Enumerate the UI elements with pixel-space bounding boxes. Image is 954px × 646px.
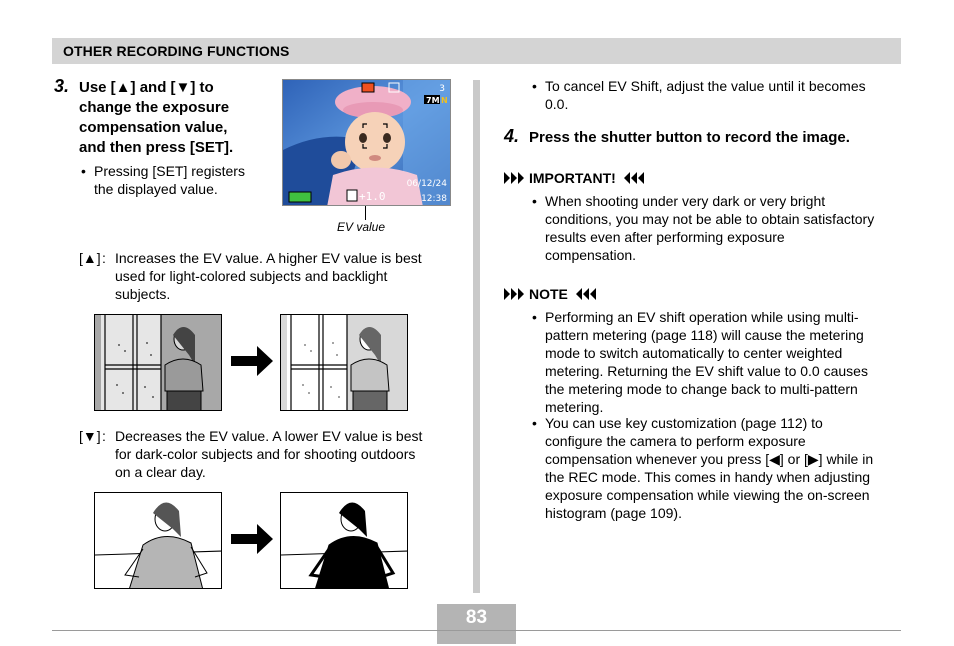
step-3-number: 3. xyxy=(54,76,70,96)
note-bullet-metering: • Performing an EV shift operation while using multi- pattern metering (page 118) will cause the metering mode to switch automatically to center weighted metering. Returning the EV shift value to 0.0 causes the metering mode to change back to multi-pattern metering. xyxy=(532,309,868,415)
illustration-before-darker xyxy=(94,492,222,589)
ev-icon xyxy=(347,190,357,201)
down-key-label: [▼] xyxy=(79,428,101,444)
camera-lcd-photo xyxy=(282,79,451,206)
ev-value-caption: EV value xyxy=(337,220,386,234)
time-display: 12:38 xyxy=(421,194,447,204)
right-arrow-icon xyxy=(231,346,273,376)
baby-photo-image xyxy=(283,80,451,206)
triangles-right-icon xyxy=(504,172,526,184)
section-title: OTHER RECORDING FUNCTIONS xyxy=(63,43,290,59)
up-key-label: [▲] xyxy=(79,250,101,266)
important-bullet: • When shooting under very dark or very bright conditions, you may not be able to obtain satisfactory results even after performing exposure compensation. xyxy=(532,193,875,263)
ev-value-leader-line xyxy=(365,206,366,220)
page-number-box xyxy=(437,604,516,644)
ev-value-display: +1.0 xyxy=(359,190,386,203)
illustration-before-brighter xyxy=(94,314,222,411)
step-4-title: Press the shutter button to record the image. xyxy=(529,129,850,146)
page-number: 83 xyxy=(465,607,488,628)
right-arrow-icon xyxy=(231,524,273,554)
section-header xyxy=(52,38,901,64)
note-heading: NOTE xyxy=(504,286,596,302)
note-bullet-key-customization: • You can use key customization (page 112) to configure the camera to perform exposure compensation whenever you press [◀] or [▶] while in the REC mode. This comes in handy when adjusting exposure compensation while viewing the on-screen histogram (page 109). xyxy=(532,415,874,521)
step-3-title: Use [▲] and [▼] to change the exposure compensation value, and then press [SET]. xyxy=(79,79,234,156)
step-3-bullet: • Pressing [SET] registers the displayed value. xyxy=(81,163,245,197)
cancel-ev-bullet: • To cancel EV Shift, adjust the value until it becomes 0.0. xyxy=(532,78,866,112)
quality-label: N xyxy=(441,96,448,105)
battery-icon xyxy=(289,192,311,202)
illustration-after-brighter xyxy=(280,314,408,411)
image-size-label: 7M xyxy=(426,96,440,105)
illustration-after-darker xyxy=(280,492,408,589)
date-display: 06/12/24 xyxy=(406,179,447,189)
step-4-number: 4. xyxy=(504,126,520,146)
triangles-left-icon xyxy=(622,172,644,184)
triangles-left-icon xyxy=(574,288,596,300)
column-divider xyxy=(473,80,480,593)
triangles-right-icon xyxy=(504,288,526,300)
important-heading: IMPORTANT! xyxy=(504,170,644,186)
shots-remaining: 3 xyxy=(439,84,445,94)
record-mode-icon xyxy=(362,83,374,92)
